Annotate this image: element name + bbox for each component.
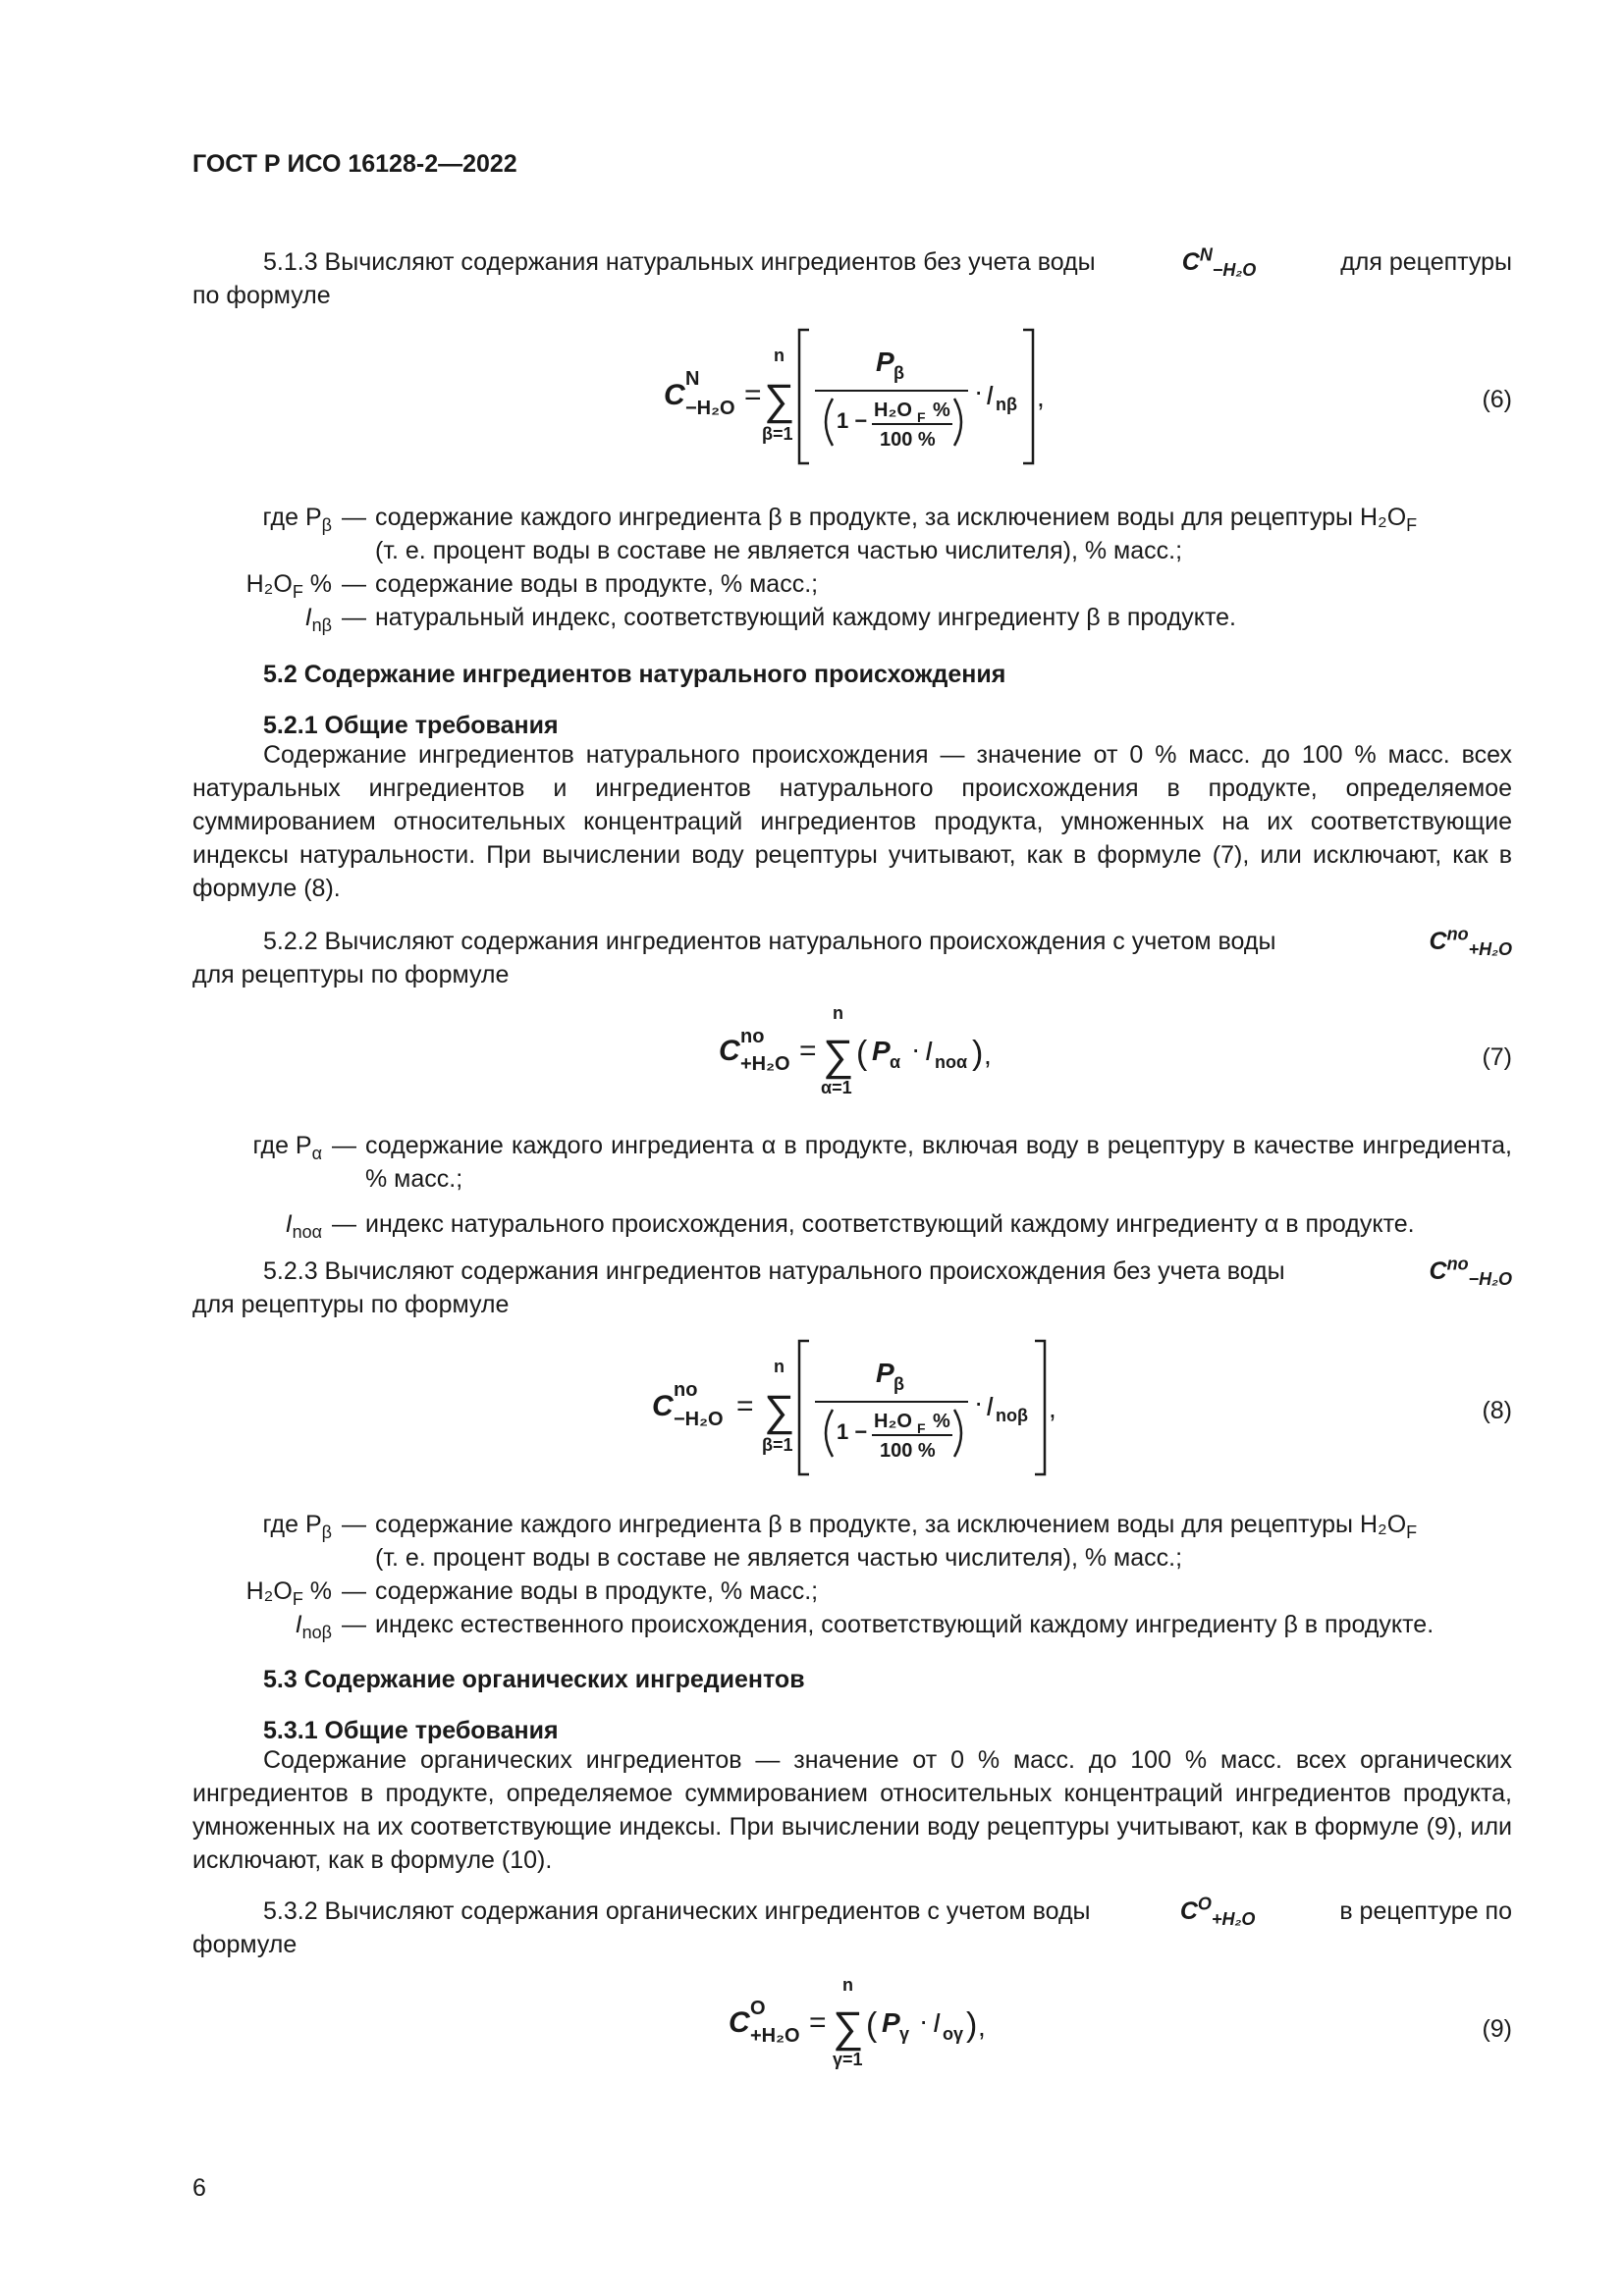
definition-row: где $P_\beta$ — содержание каждого ингредиента β в продукте, за исключением воды для рецептуры $H_2O_F$ (т. е. процент воды в составе не является частью числителя), % масс.; [262,1511,1418,1572]
sum-bottom: γ=1 [833,2050,863,2069]
equation-number: (6) [1482,386,1512,413]
paren-close: ) [966,2006,978,2044]
paren-right [954,399,961,446]
formula-6 [192,324,1512,471]
sum-bottom: β=1 [762,424,793,444]
para-text: 5.3.2 Вычисляют содержания органических ингредиентов с учетом воды [263,1897,1091,1925]
bracket-right [1023,330,1033,463]
numerator: P [876,347,894,377]
symbol-c-o-plus-h2o: $C^O_{+H_2O}$ [1179,1894,1256,1929]
para-text: 5.2.3 Вычисляют содержания ингредиентов натурального происхождения без учета воды [263,1257,1285,1285]
paragraph-5-2-3 [192,1255,1512,1321]
sigma: ∑ [764,376,795,424]
para-text: Содержание ингредиентов натурального происхождения — значение от 0 % масс. до 100 % масс. всех натуральных ингредиентов и ингредиентов натурального происхождения в продукте, определяемое суммированием относительных концентраций ингредиентов продукта, умноженных на их соответствующие индексы натуральности. При вычислении воду рецептуры учитывают, как в формуле (7), или исключают, как в формуле (8). [192,741,1512,902]
paren-close: ) [972,1035,984,1072]
equation-number: (8) [1482,1397,1512,1424]
dot: · [919,2005,929,2036]
paren-open: ( [856,1035,868,1072]
equals: = [799,1035,817,1067]
bracket-right [1035,1341,1045,1474]
para-text: Содержание органических ингредиентов — значение от 0 % масс. до 100 % масс. всех органических ингредиентов в продукте, определяемое суммированием относительных концентраций ингредиентов продукта, умноженных на их соответствующие индексы. При вычислении воду рецептуры учитывают, как в формуле (9), или исключают, как в формуле (10). [192,1746,1512,1874]
index: I [925,1036,933,1066]
symbol-c-no-plus-h2o: $C^{no}_{+H_2O}$ [1429,924,1512,959]
definitions-8 [147,1508,1512,1641]
term-sub: α [890,1052,901,1072]
sum-top: n [833,1003,843,1023]
definition-row: $H_2O_F$ % — содержание воды в продукте, % масс.; [245,570,819,602]
formula-6-graphic [192,324,1512,471]
sigma: ∑ [823,1032,854,1080]
para-text: 5.2.2 Вычисляют содержания ингредиентов натурального происхождения с учетом воды [263,928,1276,955]
lhs-sub: −H₂O [685,398,735,419]
lhs-sup: no [674,1379,698,1401]
definition-row: где $P_\alpha$ — содержание каждого ингредиента α в продукте, включая воду в рецептуру в качестве ингредиента, % масс.; [252,1132,1512,1193]
definitions-7 [147,1129,1512,1241]
lhs-sub: +H₂O [750,2025,800,2047]
paren-left [826,1410,833,1457]
equals: = [809,2006,827,2039]
paragraph-5-1-3 [192,245,1512,312]
lhs-sub: −H₂O [674,1409,724,1430]
section-heading-5-3: 5.3 Содержание органических ингредиентов [263,1666,805,1693]
dot: · [911,1034,921,1064]
comma: , [1049,1393,1056,1423]
definition-row: $H_2O_F$ % — содержание воды в продукте, % масс.; [245,1577,819,1609]
comma: , [978,2011,986,2042]
sigma: ∑ [764,1387,795,1435]
index: I [933,2007,941,2038]
document-header: ГОСТ Р ИСО 16128-2—2022 [192,150,517,178]
sum-top: n [774,1357,785,1376]
index: I [986,380,994,410]
equals: = [744,379,762,411]
para-text: для рецептуры по формуле [192,1291,510,1318]
para-text: для рецептуры [1340,248,1512,276]
formula-8 [192,1335,1512,1482]
den-one: 1 − [837,408,868,433]
paragraph-5-2-1 [192,738,1512,905]
numerator: P [876,1358,894,1388]
lhs-base: C [664,379,685,411]
comma: , [984,1040,992,1070]
lhs-base: C [719,1035,740,1067]
definition-row: $I_{n\beta}$ — натуральный индекс, соответствующий каждому ингредиенту β в продукте. [304,604,1236,635]
den-frac-num-sub: F [917,1420,926,1436]
den-frac-num-pct: % [933,400,950,421]
para-text: по формуле [192,282,331,309]
definition-row: где $P_\beta$ — содержание каждого ингредиента β в продукте, за исключением воды для рецептуры $H_2O_F$ (т. е. процент воды в составе не является частью числителя), % масс.; [262,504,1418,564]
sum-top: n [842,1975,853,1995]
den-frac-num-pct: % [933,1411,950,1432]
para-text: формуле [192,1931,298,1958]
index-sub: noα [935,1052,968,1072]
formula-8-graphic [192,1335,1512,1482]
den-frac-num: H₂O [874,400,912,421]
index-sub: oγ [943,2024,964,2044]
page-number: 6 [192,2174,206,2202]
symbol-c-n-minus-h2o: $C^N_{-H_2O}$ [1181,244,1257,280]
symbol-c-no-minus-h2o: $C^{no}_{-H_2O}$ [1429,1254,1512,1289]
den-frac-den: 100 % [880,1440,936,1462]
term: P [882,2007,900,2038]
para-text: 5.1.3 Вычисляют содержания натуральных ингредиентов без учета воды [263,248,1096,276]
para-text: для рецептуры по формуле [192,961,510,988]
paren-right [954,1410,961,1457]
paragraph-5-3-2 [192,1895,1512,1961]
sum-top: n [774,346,785,365]
index: I [986,1391,994,1421]
paragraph-5-2-2 [192,925,1512,991]
den-frac-num: H₂O [874,1411,912,1432]
dot: · [974,376,984,406]
section-heading-5-2-1: 5.2.1 Общие требования [263,712,559,739]
dot: · [974,1387,984,1417]
sigma: ∑ [833,2003,864,2052]
formula-9 [192,1963,1512,2091]
definition-row: $I_{no\beta}$ — индекс естественного происхождения, соответствующий каждому ингредиенту β в продукте. [295,1611,1435,1642]
definitions-6 [147,501,1512,634]
equation-number: (9) [1482,2015,1512,2043]
bracket-left [799,1341,809,1474]
equation-number: (7) [1482,1043,1512,1071]
lhs-sup: N [685,368,700,390]
bracket-left [799,330,809,463]
comma: , [1037,382,1045,412]
formula-7 [192,991,1512,1119]
equals: = [736,1390,754,1422]
numerator-sub: β [893,1374,904,1394]
term: P [872,1036,891,1066]
formula-7-graphic [192,991,1512,1119]
sum-bottom: β=1 [762,1435,793,1455]
den-frac-num-sub: F [917,409,926,425]
para-text: в рецептуре по [1339,1897,1512,1925]
lhs-base: C [652,1390,674,1422]
paren-left [826,399,833,446]
section-heading-5-3-1: 5.3.1 Общие требования [263,1717,559,1744]
definition-row: $I_{no\alpha}$ — индекс натурального происхождения, соответствующий каждому ингредиенту α в продукте. [285,1210,1415,1242]
sum-bottom: α=1 [821,1078,852,1097]
index-sub: noβ [996,1406,1028,1425]
formula-9-graphic [192,1963,1512,2091]
den-frac-den: 100 % [880,429,936,451]
section-heading-5-2: 5.2 Содержание ингредиентов натурального происхождения [263,661,1006,688]
paren-open: ( [866,2006,878,2044]
lhs-sup: no [740,1026,765,1047]
den-one: 1 − [837,1419,868,1444]
lhs-sub: +H₂O [740,1053,790,1075]
lhs-base: C [729,2006,750,2039]
numerator-sub: β [893,363,904,383]
term-sub: γ [899,2024,910,2044]
lhs-sup: O [750,1998,766,2019]
index-sub: nβ [996,395,1017,414]
paragraph-5-3-1 [192,1743,1512,1877]
